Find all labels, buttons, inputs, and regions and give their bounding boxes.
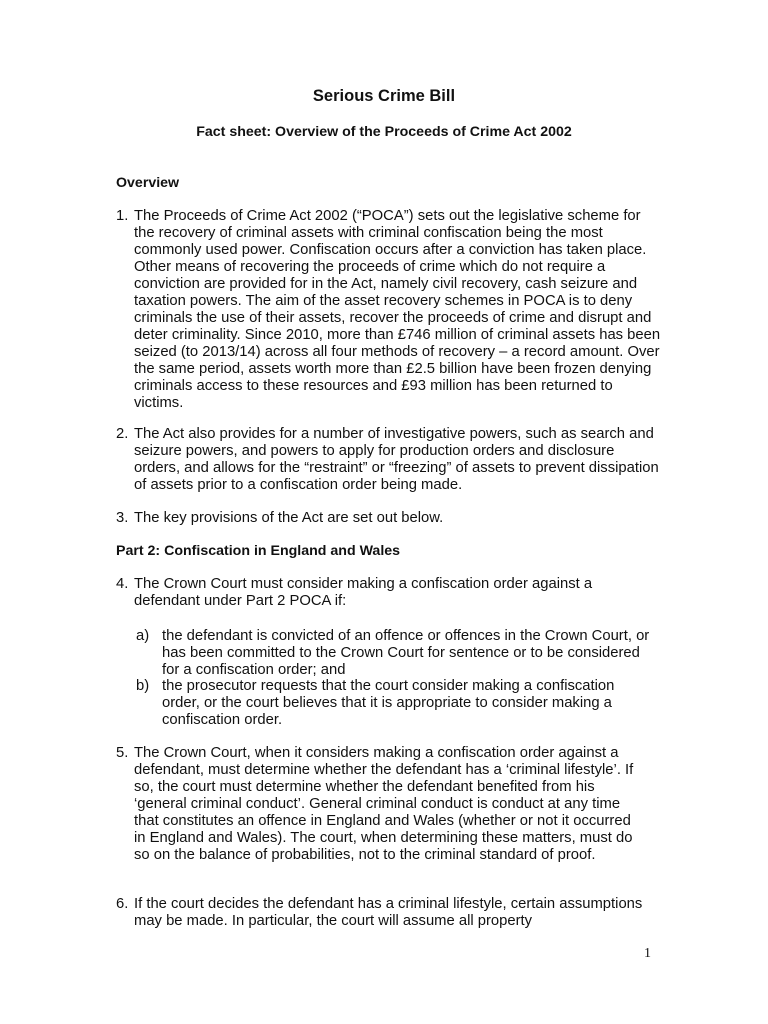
paragraph-4 <box>116 576 624 610</box>
paragraph-text: The Crown Court must consider making a confiscation order against a defendant under Part 2 POCA if: <box>134 576 593 609</box>
section-heading-overview: Overview <box>116 175 180 191</box>
paragraph-text: The key provisions of the Act are set out below. <box>134 510 444 526</box>
paragraph-number: 4. <box>116 576 129 592</box>
paragraph-3 <box>116 510 676 527</box>
page-number: 1 <box>644 946 651 961</box>
paragraph-text: The Proceeds of Crime Act 2002 (“POCA”) sets out the legislative scheme for the recovery of criminal assets with criminal confiscation being the most commonly used power. Confiscation occurs after a conviction has taken place. Other means of recovering the proceeds of crime which do not require a conviction are provided for in the Act, namely civil recovery, cash seizure and taxation powers. The aim of the asset recovery schemes in POCA is to deny criminals the use of their assets, recover the proceeds of crime and disrupt and deter criminality. Since 2010, more than £746 million of criminal assets has been seized (to 2013/14) across all four methods of recovery – a record amount. Over the same period, assets worth more than £2.5 billion have been frozen denying criminals access to these resources and £93 million has been returned to victims. <box>134 208 661 411</box>
document-title: Serious Crime Bill <box>312 87 456 105</box>
paragraph-number: 6. <box>116 896 129 912</box>
paragraph-text: The Crown Court, when it considers making a confiscation order against a defendant, must determine whether the defendant has a ‘criminal lifestyle’. If so, the court must determine whether the defendant benefited from his ‘general criminal conduct’. General criminal conduct is conduct at any time that constitutes an offence in England and Wales (whether or not it occurred in England and Wales). The court, when determining these matters, must do so on the balance of probabilities, not to the criminal standard of proof. <box>134 745 634 863</box>
paragraph-text: The Act also provides for a number of investigative powers, such as search and seizure powers, and powers to apply for production orders and disclosure orders, and allows for the “restraint” or “freezing” of assets to prevent dissipation of assets prior to a confiscation order being made. <box>134 426 659 493</box>
subitem-label: b) <box>136 678 150 694</box>
paragraph-number: 1. <box>116 208 129 224</box>
document-subtitle: Fact sheet: Overview of the Proceeds of Crime Act 2002 <box>196 124 572 140</box>
paragraph-2 <box>116 426 660 494</box>
paragraph-1 <box>116 208 664 412</box>
paragraph-number: 2. <box>116 426 129 442</box>
subitem-a <box>136 628 658 679</box>
paragraph-text: If the court decides the defendant has a criminal lifestyle, certain assumptions may be made. In particular, the court will assume all property <box>134 896 643 929</box>
subitem-text: the prosecutor requests that the court consider making a confiscation order, or the court believes that it is appropriate to consider making a confiscation order. <box>162 678 615 728</box>
paragraph-number: 3. <box>116 510 129 526</box>
section-heading-part-2: Part 2: Confiscation in England and Wales <box>116 543 401 559</box>
subitem-label: a) <box>136 628 150 644</box>
paragraph-6 <box>116 896 660 930</box>
paragraph-5 <box>116 745 646 864</box>
subitem-text: the defendant is convicted of an offence or offences in the Crown Court, or has been committed to the Crown Court for sentence or to be considered for a confiscation order; and <box>162 628 650 678</box>
paragraph-number: 5. <box>116 745 129 761</box>
subitem-b <box>136 678 646 729</box>
